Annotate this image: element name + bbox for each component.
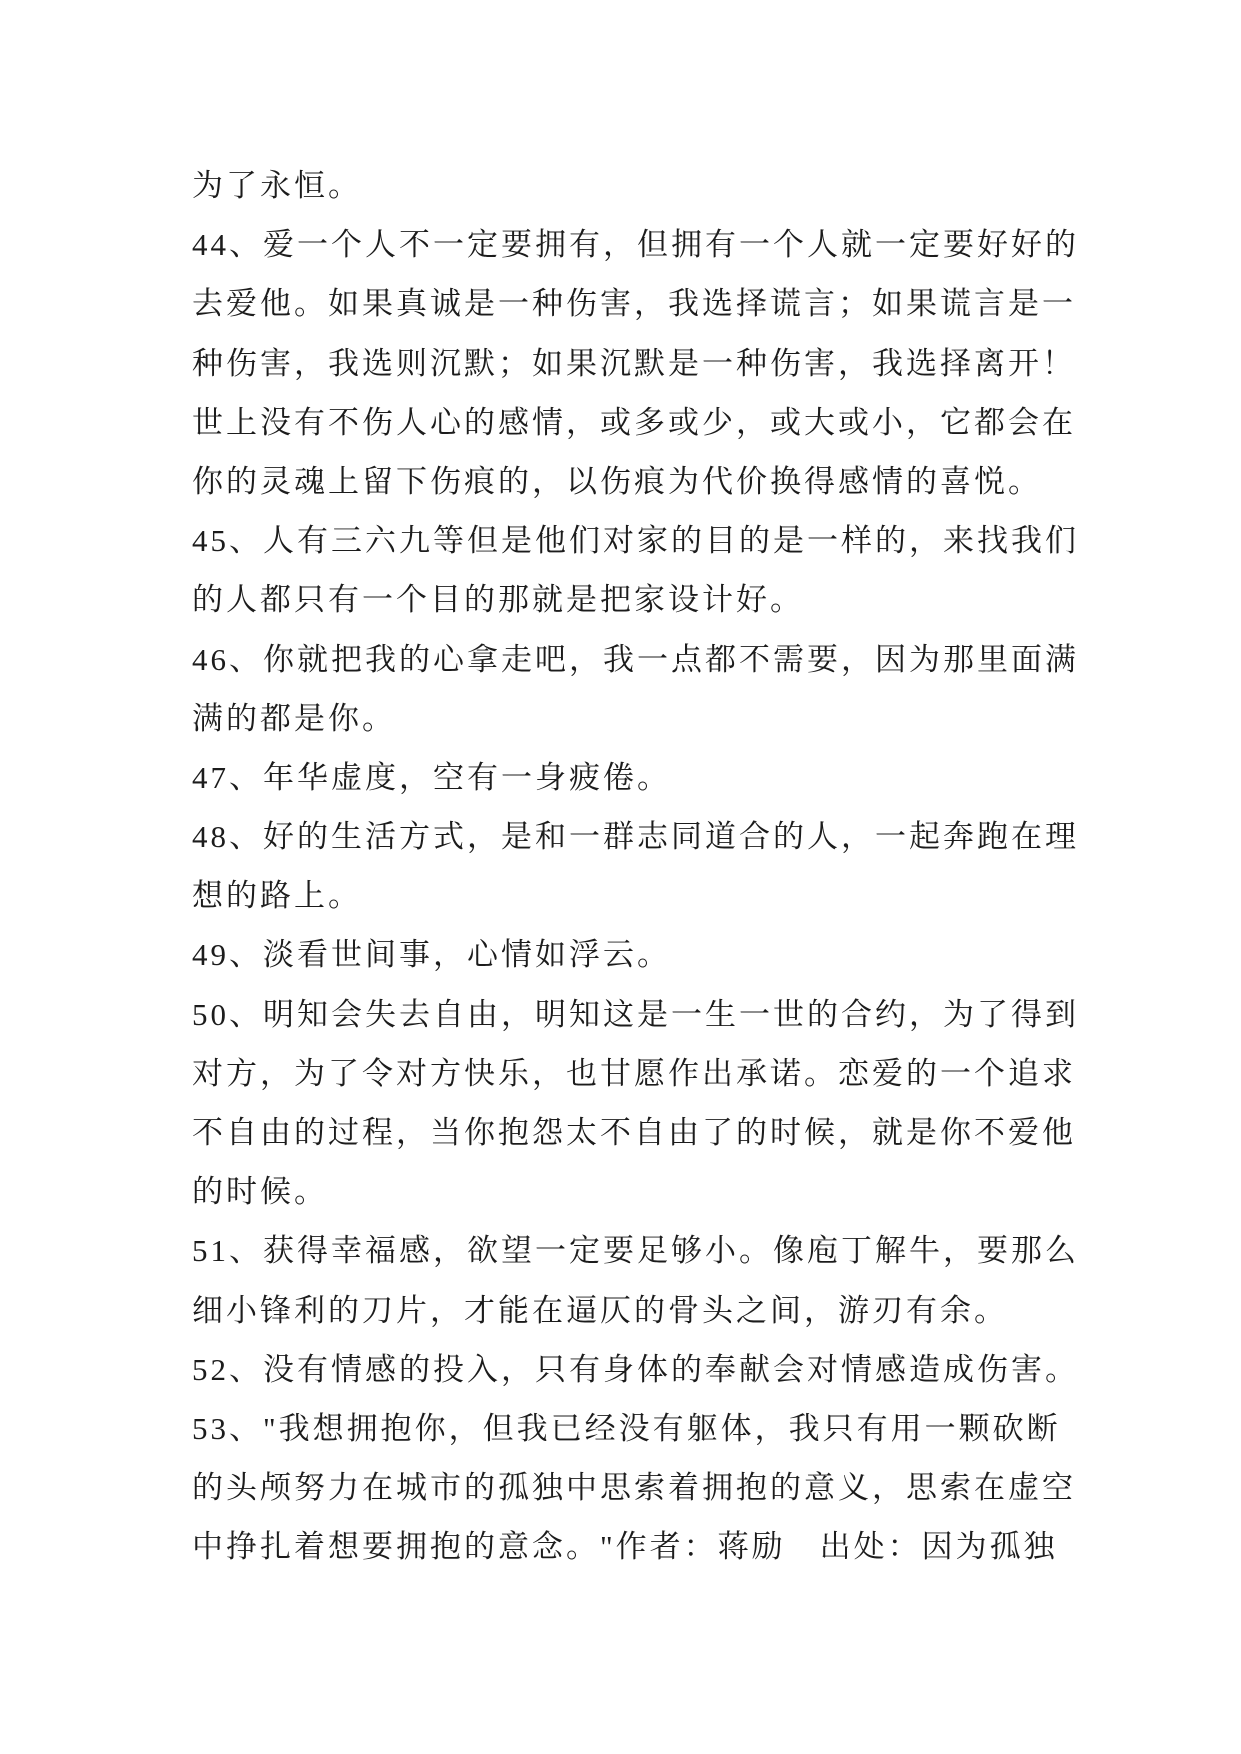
quote-item-44: [192, 215, 1092, 511]
continued-text: [192, 156, 1092, 215]
text-line: 不自由的过程，当你抱怨太不自由了的时候，就是你不爱他: [192, 1115, 1076, 1150]
text-line: 53、"我想拥抱你，但我已经没有躯体，我只有用一颗砍断: [192, 1410, 1061, 1446]
quote-item-50: [192, 985, 1092, 1222]
text-line: 52、没有情感的投入，只有身体的奉献会对情感造成伤害。: [192, 1351, 1079, 1387]
text-line: 45、人有三六九等但是他们对家的目的是一样的，来找我们: [192, 523, 1079, 559]
text-line: 46、你就把我的心拿走吧，我一点都不需要，因为那里面满: [192, 641, 1079, 677]
text-line: 47、年华虚度，空有一身疲倦。: [192, 759, 671, 795]
text-line: 种伤害，我选则沉默；如果沉默是一种伤害，我选择离开！: [192, 345, 1076, 381]
text-line: 你的灵魂上留下伤痕的，以伤痕为代价换得感情的喜悦。: [192, 463, 1042, 499]
text-line: 44、爱一个人不一定要拥有，但拥有一个人就一定要好好的: [192, 227, 1079, 263]
text-line: 50、明知会失去自由，明知这是一生一世的合约，为了得到: [192, 996, 1079, 1032]
quote-item-45: [192, 511, 1092, 629]
text-line: 49、淡看世间事，心情如浮云。: [192, 937, 671, 973]
quote-item-51: [192, 1221, 1092, 1339]
quote-item-49: [192, 925, 1092, 984]
quote-item-47: [192, 748, 1092, 807]
text-line: 的时候。: [192, 1174, 328, 1210]
quote-item-52: [192, 1340, 1092, 1399]
text-line: 满的都是你。: [192, 700, 396, 736]
quote-item-48: [192, 807, 1092, 925]
text-line: 去爱他。如果真诚是一种伤害，我选择谎言；如果谎言是一: [192, 286, 1076, 322]
document-body: [192, 156, 1092, 1577]
text-line: 中挣扎着想要拥抱的意念。"作者：蒋励 出处：因为孤独: [192, 1529, 1058, 1565]
text-line: 51、获得幸福感，欲望一定要足够小。像庖丁解牛，要那么: [192, 1233, 1079, 1269]
quote-item-46: [192, 630, 1092, 748]
text-line: 想的路上。: [192, 878, 362, 914]
text-line: 为了永恒。: [192, 168, 362, 203]
text-line: 对方，为了令对方快乐，也甘愿作出承诺。恋爱的一个追求: [192, 1055, 1076, 1091]
text-line: 的人都只有一个目的那就是把家设计好。: [192, 582, 804, 618]
quote-item-53: [192, 1399, 1092, 1577]
text-line: 细小锋利的刀片，才能在逼仄的骨头之间，游刃有余。: [192, 1292, 1008, 1328]
text-line: 48、好的生活方式，是和一群志同道合的人，一起奔跑在理: [192, 819, 1079, 855]
text-line: 世上没有不伤人心的感情，或多或少，或大或小，它都会在: [192, 404, 1076, 440]
text-line: 的头颅努力在城市的孤独中思索着拥抱的意义，思索在虚空: [192, 1470, 1076, 1506]
